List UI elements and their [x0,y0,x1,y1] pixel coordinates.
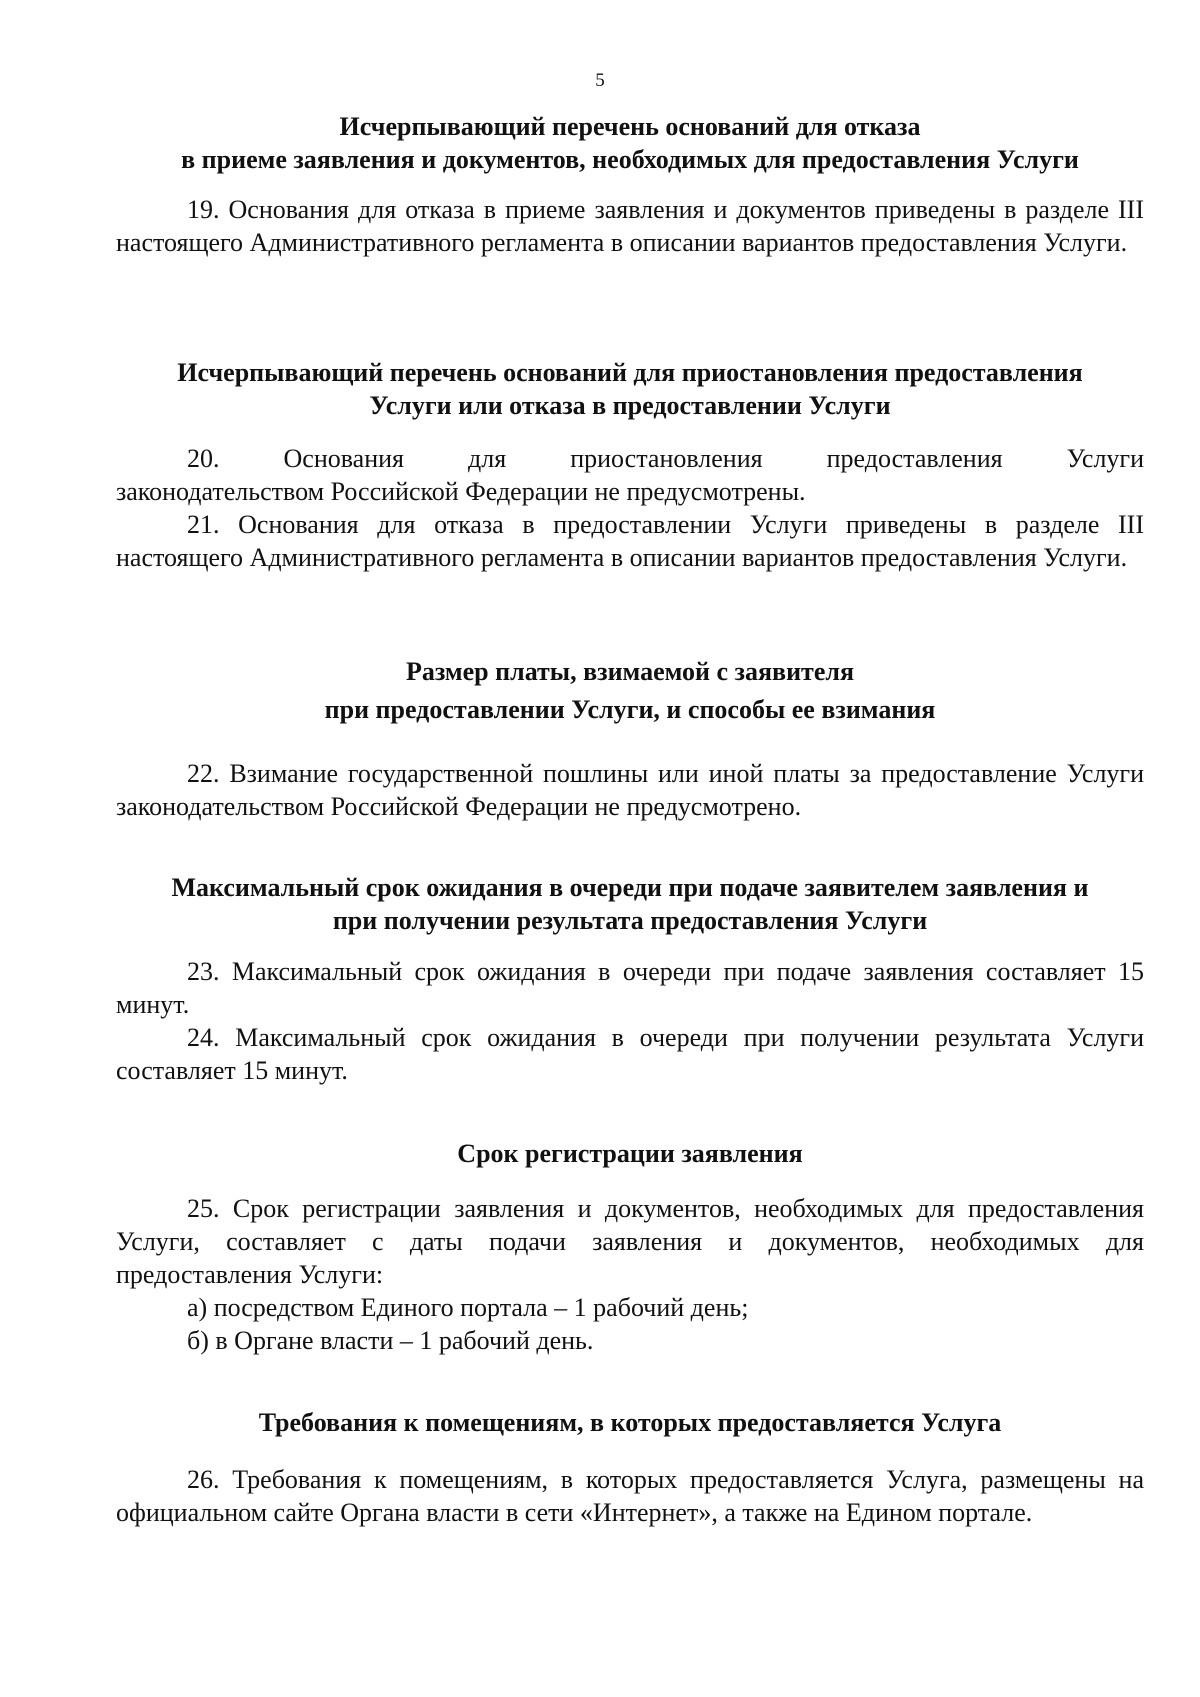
heading-line: Срок регистрации заявления [457,1139,803,1168]
heading-line: Требования к помещениям, в которых предоставляется Услуга [258,1408,1002,1437]
heading-line: Услуги или отказа в предоставлении Услуги [369,391,891,420]
paragraph-24: 24. Максимальный срок ожидания в очереди при получении результата Услуги составляет 15 минут. [116,1023,1144,1085]
heading-line: Исчерпывающий перечень оснований для отказа [339,112,921,141]
page-number: 5 [595,70,605,91]
paragraph-21: 21. Основания для отказа в предоставлении Услуги приведены в разделе III настоящего Административного регламента в описании вариантов предоставления Услуги. [116,510,1144,572]
paragraph-19: 19. Основания для отказа в приеме заявления и документов приведены в разделе III настоящего Административного регламента в описании вариантов предоставления Услуги. [116,195,1144,257]
section-heading [110,356,1150,422]
section-heading [110,110,1150,176]
heading-line: при получении результата предоставления Услуги [332,906,928,935]
paragraph-23: 23. Максимальный срок ожидания в очереди при подаче заявления составляет 15 минут. [116,957,1144,1019]
heading-line: Исчерпывающий перечень оснований для приостановления предоставления [177,358,1083,387]
paragraph-20-line-1: 20. Основания для приостановления предоставления Услуги [187,444,1144,473]
paragraph-22: 22. Взимание государственной пошлины или иной платы за предоставление Услуги законодательством Российской Федерации не предусмотрено. [116,759,1144,821]
section-heading [110,871,1150,937]
paragraph-20-line-2: законодательством Российской Федерации не предусмотрены. [116,477,806,506]
paragraph-25-item-a: а) посредством Единого портала – 1 рабочий день; [187,1293,749,1322]
heading-line: Размер платы, взимаемой с заявителя [405,657,855,686]
paragraph-26: 26. Требования к помещениям, в которых предоставляется Услуга, размещены на официальном сайте Органа власти в сети «Интернет», а также на Едином портале. [116,1465,1144,1527]
paragraph-25-item-b: б) в Органе власти – 1 рабочий день. [187,1326,594,1355]
section-heading [110,1406,1150,1439]
heading-line: в приеме заявления и документов, необходимых для предоставления Услуги [181,145,1079,174]
heading-line: при предоставлении Услуги, и способы ее взимания [324,695,936,724]
section-heading [110,1137,1150,1170]
heading-line: Максимальный срок ожидания в очереди при подаче заявителем заявления и [171,873,1089,902]
section-heading [110,655,1150,726]
paragraph-25: 25. Срок регистрации заявления и документов, необходимых для предоставления Услуги, составляет с даты подачи заявления и документов, необходимых для предоставления Услуги: [116,1194,1144,1289]
